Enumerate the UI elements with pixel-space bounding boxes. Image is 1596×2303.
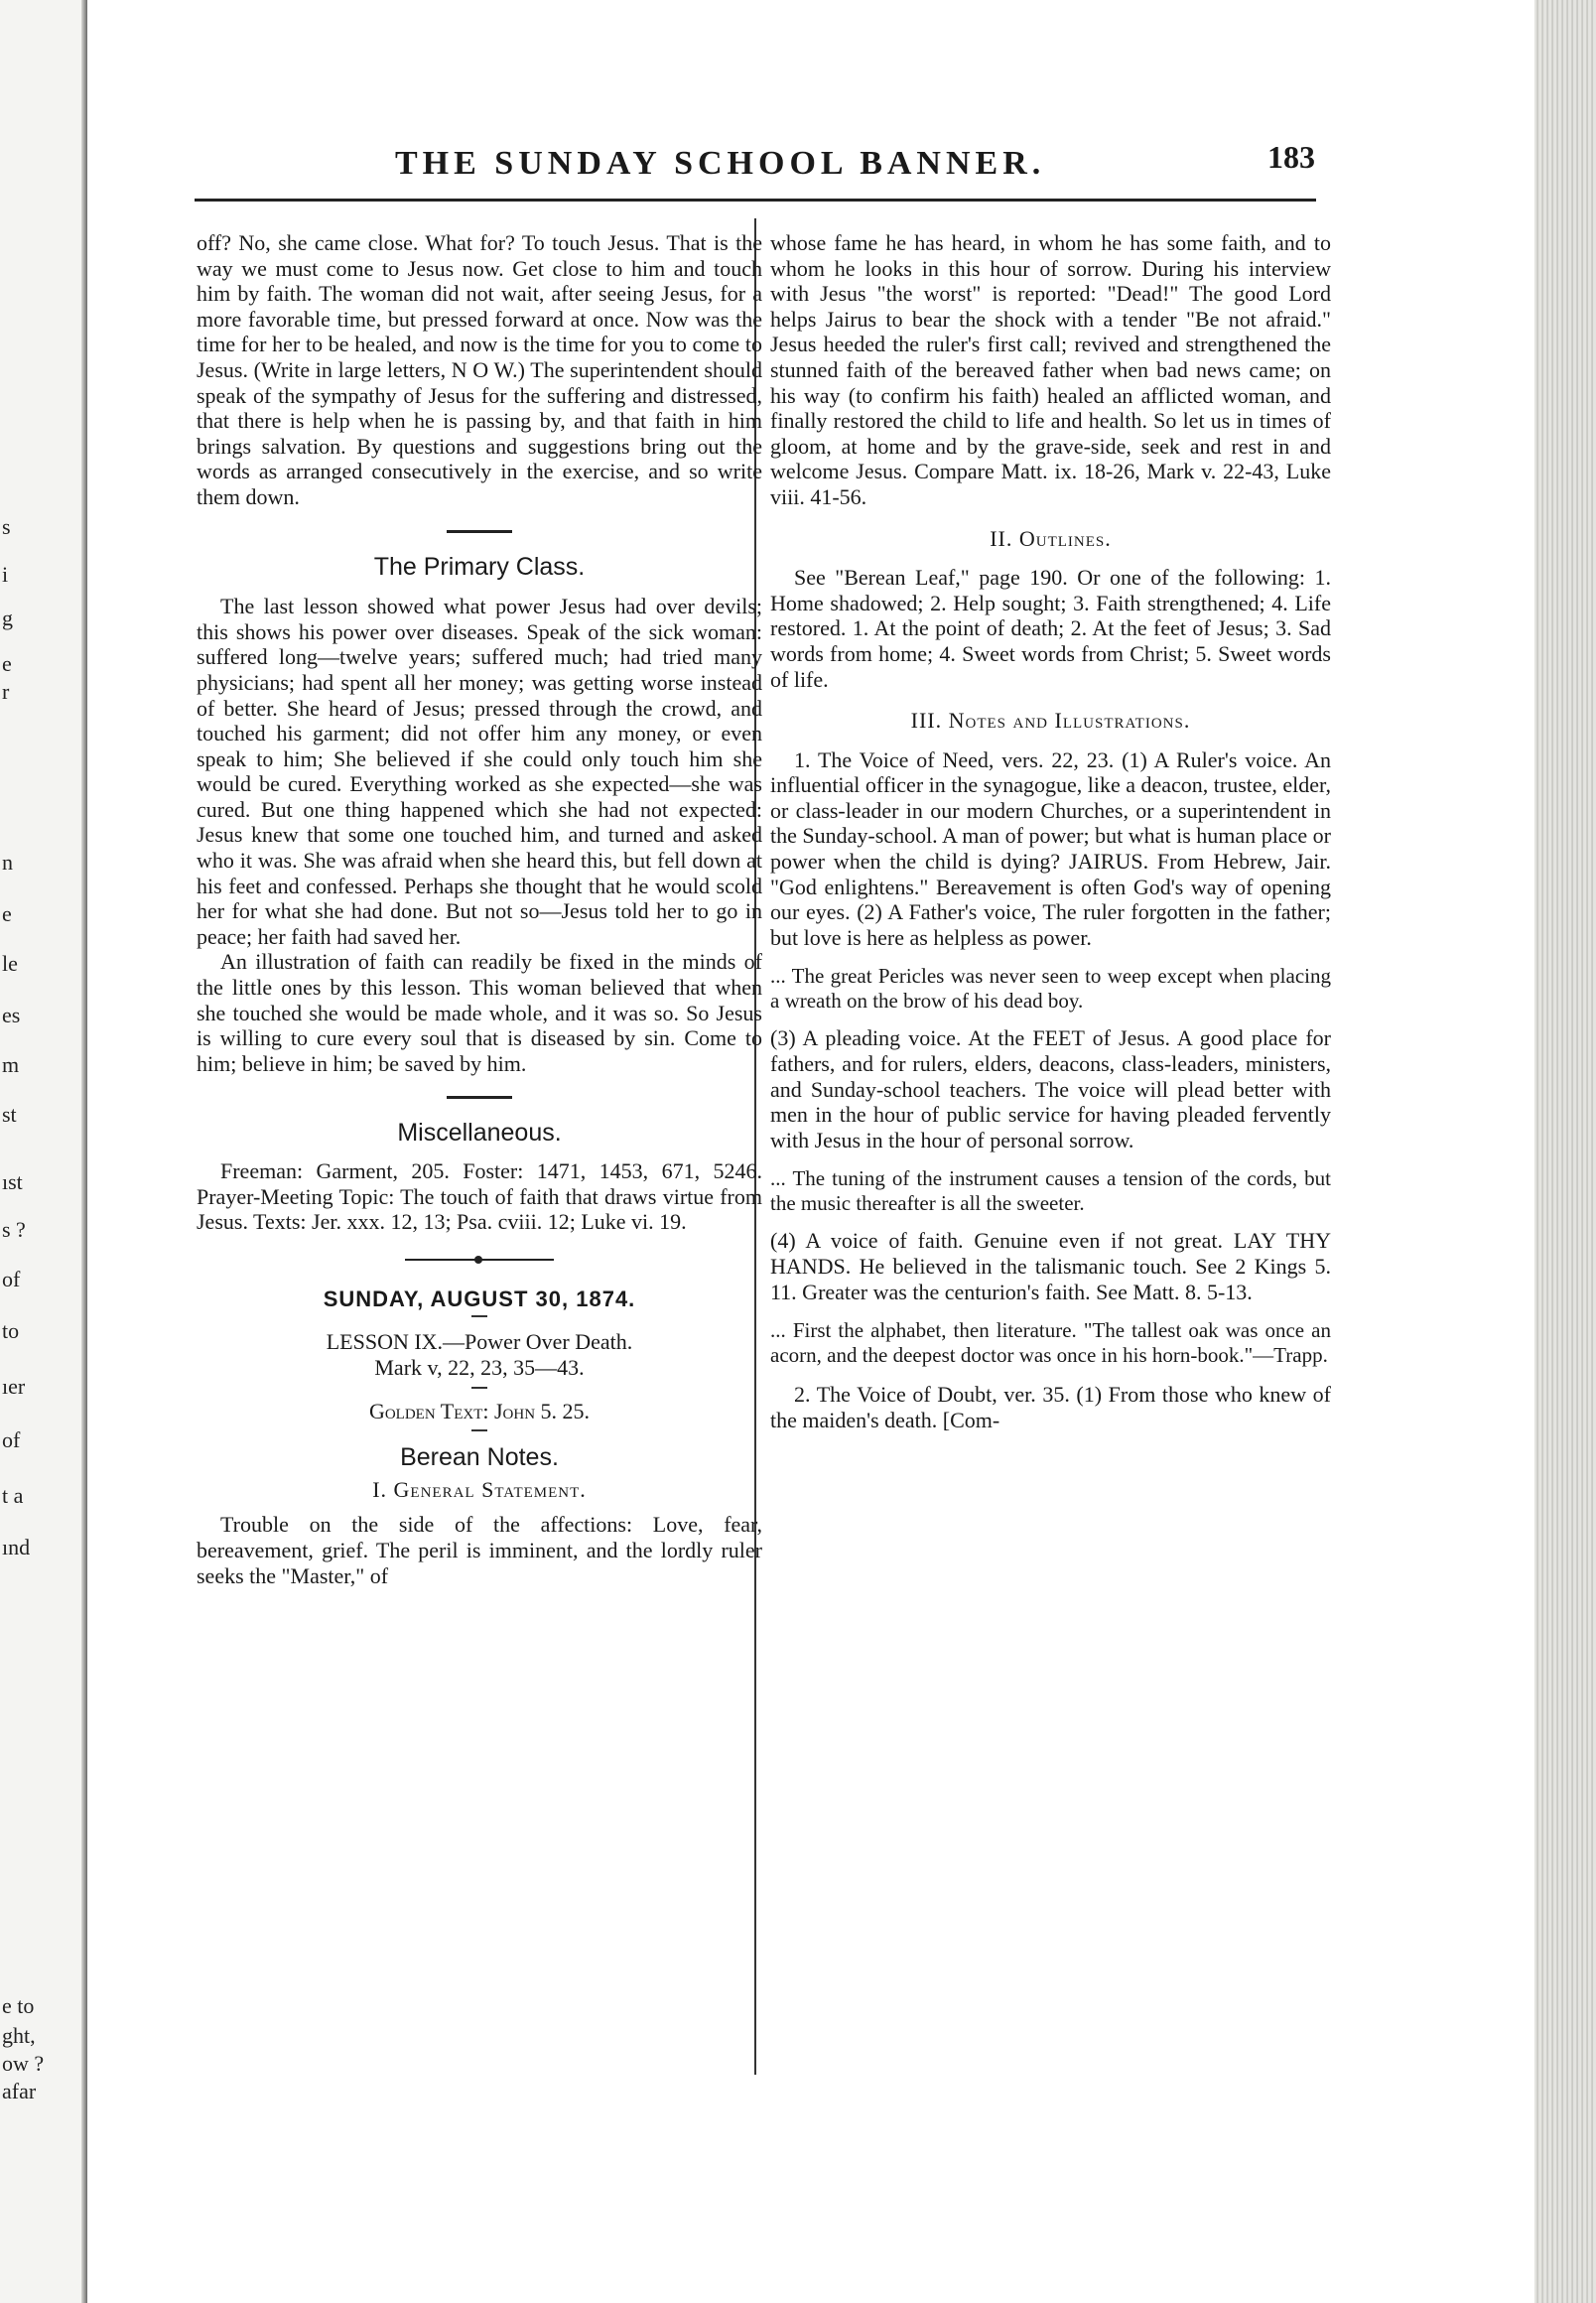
right-column xyxy=(770,230,1331,1432)
ornament-separator xyxy=(405,1255,554,1265)
illustration-quote: ... First the alphabet, then literature. "The tallest oak was once an acorn, and the deepest doctor was once in his horn-book."—Trapp. xyxy=(770,1318,1331,1368)
paragraph: An illustration of faith can readily be fixed in the minds of the little ones by this lesson. This woman believed that when she touched she would be made whole, and it was so. So Jesus is willing to cure every soul that is diseased by sin. Come to him; believe in him; be saved by him. xyxy=(197,949,762,1076)
paragraph: whose fame he has heard, in whom he has some faith, and to whom he looks in this hour of sorrow. During his interview with Jesus "the worst" is reported: "Dead!" The good Lord helps Jairus to bear the shock with a tender "Be not afraid." Jesus heeded the ruler's first call; revived and strengthened the stunned faith of the bereaved father when bad news came; on his way (to confirm his faith) healed an afflicted woman, and finally restored the child to life and health. So let us in times of gloom, at home and by the grave-side, seek and rest in and welcome Jesus. Compare Matt. ix. 18-26, Mark v. 22-43, Luke viii. 41-56. xyxy=(770,230,1331,509)
paragraph: See "Berean Leaf," page 190. Or one of the following: 1. Home shadowed; 2. Help sought; 3. Faith strengthened; 4. Life restored. 1. At the point of death; 2. At the feet of Jesus; 3. Sad words from home; 4. Sweet words from Christ; 5. Sweet words of life. xyxy=(770,565,1331,692)
left-column xyxy=(197,230,762,1588)
header-rule xyxy=(195,199,1316,202)
page-number: 183 xyxy=(1267,139,1315,175)
facing-page-text-fragment: to xyxy=(2,1318,20,1343)
running-title: THE SUNDAY SCHOOL BANNER. xyxy=(395,145,1046,182)
paragraph: Freeman: Garment, 205. Foster: 1471, 1453, 671, 5246. Prayer-Meeting Topic: The touch of faith that draws virtue from Jesus. Texts: Jer. xxx. 12, 13; Psa. cviii. 12; Luke vi. 19. xyxy=(197,1158,762,1235)
page-gutter xyxy=(81,0,87,2303)
facing-page-text-fragment: i xyxy=(2,562,9,587)
subsection-heading: III. Notes and Illustrations. xyxy=(910,708,1191,734)
paragraph: (4) A voice of faith. Genuine even if not great. LAY THY HANDS. He believed in the talismanic touch. See 2 Kings 5. 11. Greater was the centurion's faith. See Matt. 8. 5-13. xyxy=(770,1228,1331,1304)
facing-page-text-fragment: n xyxy=(2,850,13,875)
facing-page-text-fragment: s xyxy=(2,514,11,539)
facing-page-text-fragment: m xyxy=(2,1052,20,1077)
facing-page-text-fragment: s ? xyxy=(2,1217,26,1242)
paragraph: Trouble on the side of the affections: Love, fear, bereavement, grief. The peril is imminent, and the lordly ruler seeks the "Master," of xyxy=(197,1512,762,1588)
section-heading: Miscellaneous. xyxy=(397,1119,562,1148)
paragraph: off? No, she came close. What for? To touch Jesus. That is the way we must come to Jesus now. Get close to him and touch him by faith. The woman did not wait, after seeing Jesus, for a more favorable time, but pressed forward at once. Now was the time for her to be healed, and now is the time for you to come to Jesus. (Write in large letters, N O W.) The superintendent should speak of the sympathy of Jesus for the suffering and distressed, that there is help when he is passing by, and that faith in him brings salvation. By questions and suggestions bring out the words as arranged consecutively in the exercise, and so write them down. xyxy=(197,230,762,509)
lesson-date: SUNDAY, AUGUST 30, 1874. xyxy=(323,1286,636,1311)
facing-page-text-fragment: ıer xyxy=(2,1374,26,1399)
facing-page-text-fragment: of xyxy=(2,1427,21,1452)
facing-page-text-fragment: es xyxy=(2,1003,21,1027)
book-page-edges xyxy=(1534,0,1596,2303)
facing-page-text-fragment: e to xyxy=(2,1993,35,2018)
facing-page-text-fragment: ınd xyxy=(2,1535,31,1559)
facing-page-text-fragment: t a xyxy=(2,1483,24,1508)
paragraph: (3) A pleading voice. At the FEET of Jesus. A good place for fathers, and for rulers, elders, deacons, class-leaders, ministers, and Sunday-school teachers. The voice will plead better with men in the hour of public service for having pleaded fervently with Jesus in the hour of personal sorrow. xyxy=(770,1025,1331,1152)
facing-page-text-fragment: of xyxy=(2,1267,21,1291)
facing-page-text-fragment: ght, xyxy=(2,2023,36,2048)
paragraph: 1. The Voice of Need, vers. 22, 23. (1) A Ruler's voice. An influential officer in the synagogue, like a deacon, trustee, elder, or class-leader in our modern Churches, or a superintendent in the Sunday-school. A man of power; but what is human place or power when the child is dying? JAIRUS. From Hebrew, Jair. "God enlightens." Bereavement is often God's way of opening our eyes. (2) A Father's voice, The ruler forgotten in the father; but love is here as helpless as power. xyxy=(770,746,1331,950)
facing-page-text-fragment: ıst xyxy=(2,1169,23,1194)
facing-page-text-fragment: r xyxy=(2,679,10,704)
page-header xyxy=(296,137,1315,189)
facing-page-text-fragment: e xyxy=(2,901,12,926)
lesson-reference: Mark v, 22, 23, 35—43. xyxy=(374,1354,585,1380)
section-heading: Berean Notes. xyxy=(400,1443,559,1472)
golden-text: Golden Text: John 5. 25. xyxy=(368,1398,591,1423)
lesson-title: LESSON IX.—Power Over Death. xyxy=(326,1329,633,1355)
subsection-heading: I. General Statement. xyxy=(372,1476,587,1502)
facing-page-text-fragment: e xyxy=(2,651,12,676)
paragraph: 2. The Voice of Doubt, ver. 35. (1) From those who knew of the maiden's death. [Com- xyxy=(770,1382,1331,1432)
section-heading: The Primary Class. xyxy=(373,552,586,581)
facing-page-text-fragment: le xyxy=(2,951,18,976)
paragraph: The last lesson showed what power Jesus had over devils; this shows his power over diseases. Speak of the sick woman: suffered long—twelve years; suffered much; had tried many physicians; had spent all her money; was getting worse instead of better. She heard of Jesus; pressed through the crowd, and touched his garment; did not offer him any money, or even speak to him; She believed if she could only touch him she would be cured. Everything worked as she expected—she was cured. But one thing happened which she had not expected: Jesus knew that some one touched him, and turned and asked who it was. She was afraid when she heard this, but fell down at his feet and confessed. Perhaps she thought that he would scold her for what she had done. But not so—Jesus told her to go in peace; her faith had saved her. xyxy=(197,594,762,949)
facing-page-text-fragment: st xyxy=(2,1102,17,1127)
subsection-heading: II. Outlines. xyxy=(990,525,1112,551)
facing-page-fragment xyxy=(0,0,87,2303)
facing-page-text-fragment: afar xyxy=(2,2079,37,2103)
facing-page-text-fragment: g xyxy=(2,606,13,630)
facing-page-text-fragment: ow ? xyxy=(2,2051,45,2076)
illustration-quote: ... The tuning of the instrument causes a tension of the cords, but the music thereafter is all the sweeter. xyxy=(770,1166,1331,1216)
illustration-quote: ... The great Pericles was never seen to weep except when placing a wreath on the brow of his dead boy. xyxy=(770,964,1331,1014)
